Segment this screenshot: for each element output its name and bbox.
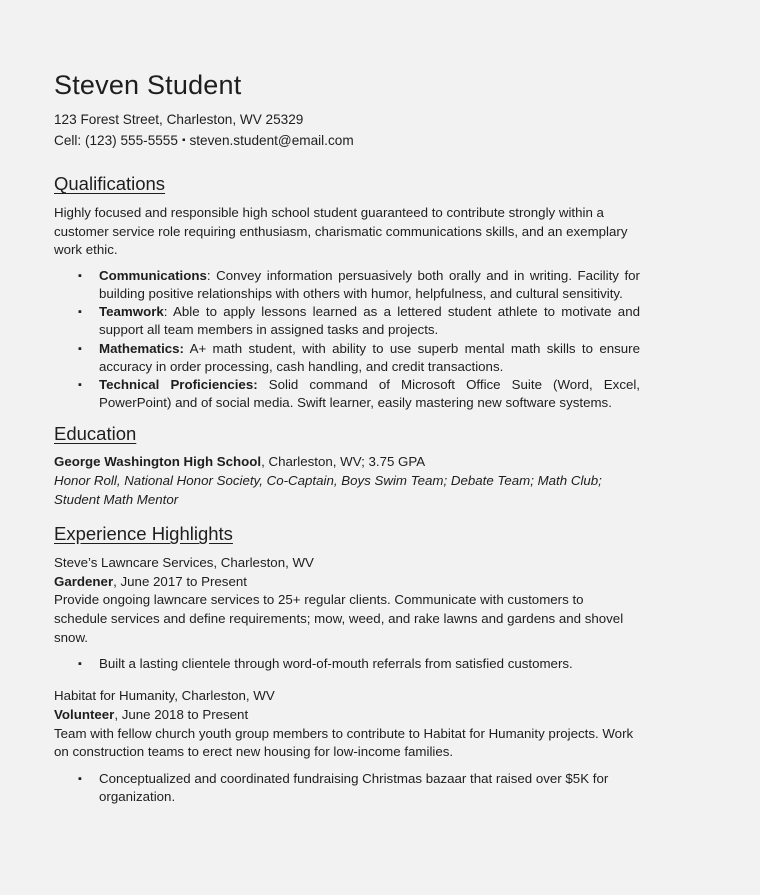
- job-description: Provide ongoing lawncare services to 25+ regular clients. Communicate with customers to schedule services and define requirements; mow, weed, and rake lawns and gardens and shovel snow.: [54, 592, 624, 645]
- job-block: [54, 554, 640, 673]
- job-bullets: [54, 770, 640, 806]
- employer: Steve’s Lawncare Services, Charleston, WV: [54, 555, 314, 571]
- job-bullets: [54, 655, 640, 673]
- bullet-icon: ▪: [78, 772, 82, 785]
- list-item: [54, 376, 640, 412]
- job-dates: , June 2018 to Present: [114, 706, 249, 722]
- item-text: : Able to apply lessons learned as a lettered student athlete to motivate and support all team members in assigned tasks and projects.: [99, 304, 640, 338]
- job-title-line: [54, 706, 640, 725]
- email: steven.student@email.com: [189, 133, 354, 148]
- education-heading: Education: [54, 423, 137, 445]
- item-label: Communications: [99, 267, 207, 283]
- bullet-icon: ▪: [78, 342, 82, 355]
- qualifications-list: [54, 267, 640, 413]
- job-title-line: [54, 573, 640, 592]
- item-label: Technical Proficiencies:: [99, 377, 258, 392]
- bullet-icon: ▪: [78, 269, 82, 282]
- separator-icon: ▪: [181, 135, 186, 146]
- contact-line: [54, 130, 640, 151]
- qualifications-heading: Qualifications: [54, 173, 166, 194]
- school-details: , Charleston, WV; 3.75 GPA: [261, 454, 426, 470]
- honors-text: Honor Roll, National Honor Society, Co-Captain, Boys Swim Team; Debate Team; Math Club; Student Math Mentor: [54, 473, 602, 507]
- bullet-icon: ▪: [78, 306, 82, 319]
- item-text: A+ math student, with ability to use superb mental math skills to ensure accuracy in order processing, cash handling, and credit transactions.: [99, 340, 640, 374]
- bullet-icon: ▪: [78, 658, 82, 671]
- address: 123 Forest Street, Charleston, WV 25329: [54, 112, 304, 127]
- job-dates: , June 2017 to Present: [113, 573, 247, 589]
- phone: Cell: (123) 555-5555: [54, 133, 178, 148]
- qualifications-summary: Highly focused and responsible high school student guaranteed to contribute strongly within a customer service role requiring enthusiasm, charismatic communications skills, and an exemplary work ethic.: [54, 205, 628, 258]
- list-item: [54, 267, 640, 303]
- honors: [54, 472, 640, 509]
- job-title: Volunteer: [54, 706, 115, 722]
- bullet-text: Conceptualized and coordinated fundraising Christmas bazaar that raised over $5K for organization.: [99, 770, 609, 804]
- list-item: [54, 303, 640, 339]
- bullet-text: Built a lasting clientele through word-of-mouth referrals from satisfied customers.: [99, 656, 573, 672]
- candidate-name: Steven Student: [54, 70, 242, 100]
- job-block: [54, 687, 640, 806]
- employer: Habitat for Humanity, Charleston, WV: [54, 688, 275, 704]
- bullet-icon: ▪: [78, 379, 82, 391]
- item-label: Mathematics:: [99, 340, 184, 356]
- school-name: George Washington High School: [54, 454, 262, 470]
- item-text: : Convey information persuasively both orally and in writing. Facility for building positive relationships with others with humor, helpfulness, and cultural sensitivity.: [99, 267, 640, 301]
- list-item: [54, 340, 640, 376]
- list-item: [54, 770, 640, 806]
- school-line: [54, 453, 640, 472]
- item-label: Teamwork: [99, 304, 164, 320]
- experience-heading: Experience Highlights: [54, 523, 233, 545]
- list-item: [54, 655, 640, 673]
- job-title: Gardener: [54, 573, 114, 589]
- job-description: Team with fellow church youth group members to contribute to Habitat for Humanity projects. Work on construction teams to erect new housing for low-income families.: [54, 725, 634, 760]
- item-text: Solid command of Microsoft Office Suite (Word, Excel, PowerPoint) and of social media. Swift learner, easily mastering new software systems.: [99, 377, 641, 411]
